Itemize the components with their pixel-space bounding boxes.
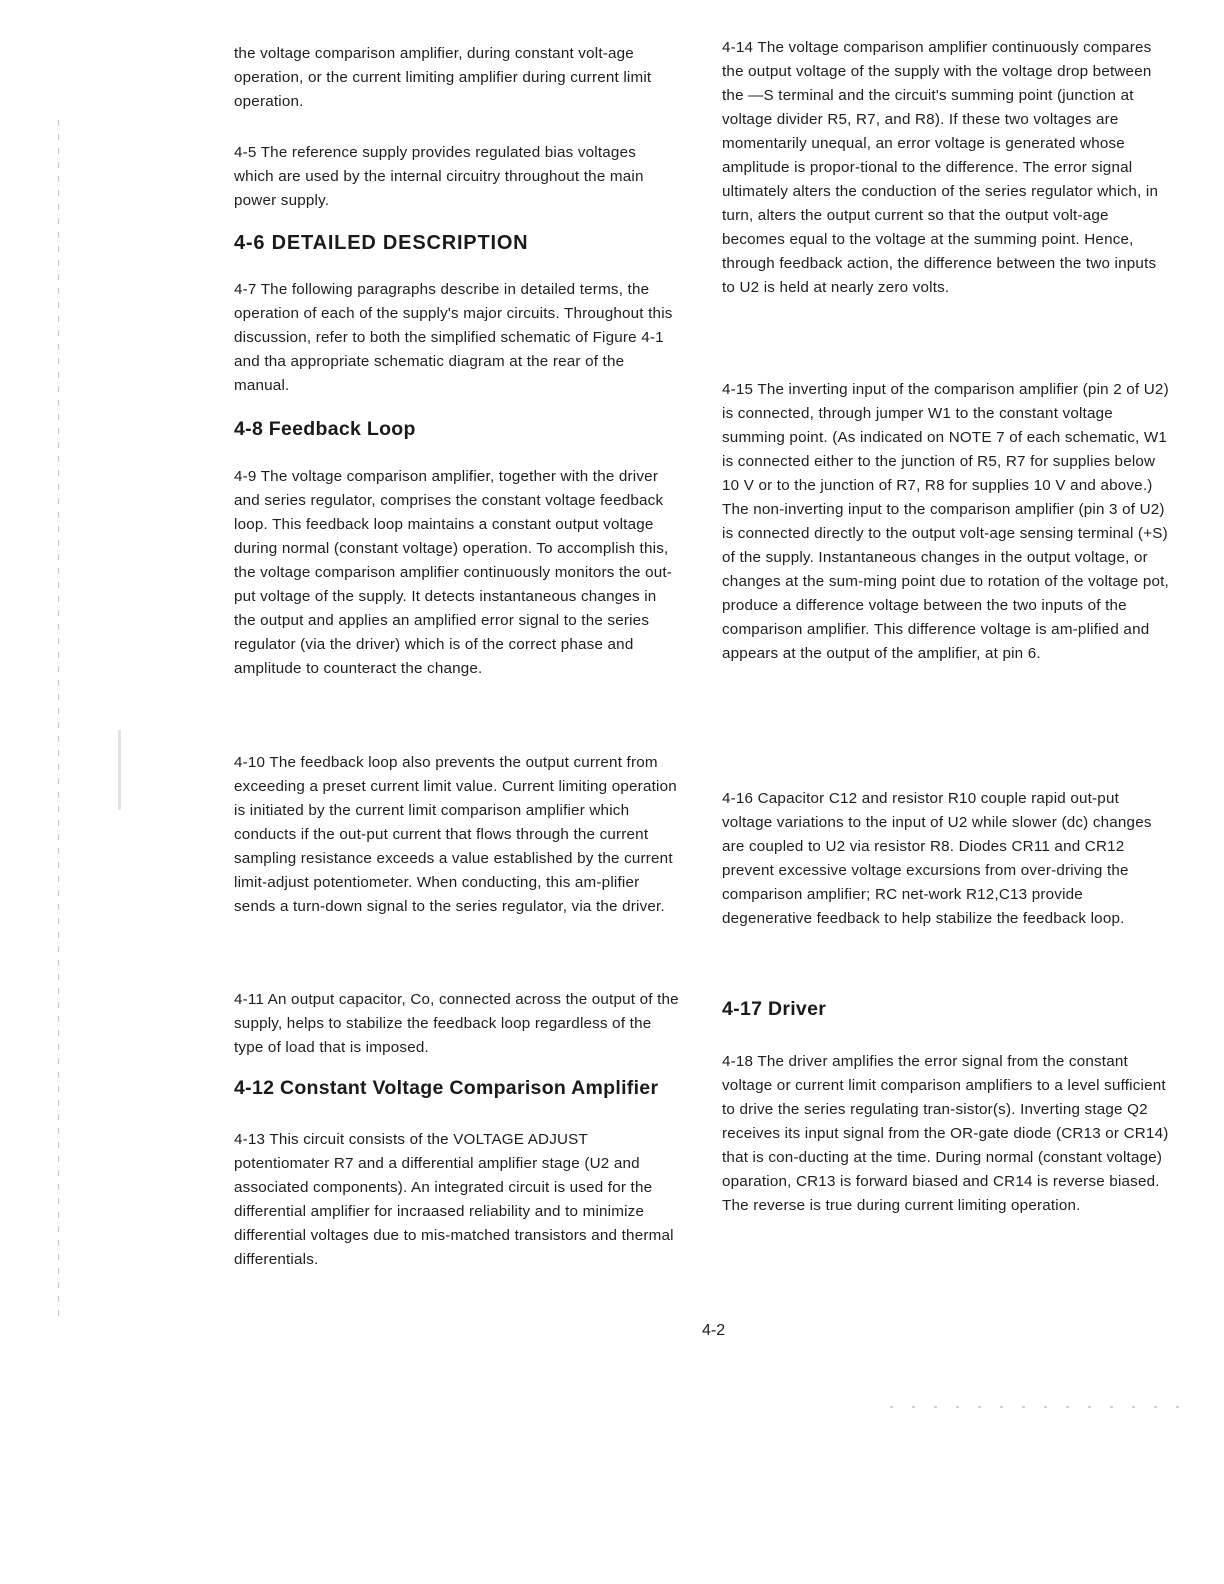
heading-4-8: 4-8 Feedback Loop — [234, 418, 416, 440]
paragraph-4-15: 4-15 The inverting input of the comparison amplifier (pin 2 of U2) is connected, through jumper W1 to the constant voltage summing point. (As indicated on NOTE 7 of each schematic, W1 is connected either to the junction of R5, R7 for supplies below 10 V or to the junction of R7, R8 for supplies 10 V and above.) The non-inverting input to the comparison amplifier (pin 3 of U2) is connected directly to the output volt-age sensing terminal (+S) of the supply. Instantaneous changes in the output voltage, or changes at the sum-ming point due to rotation of the voltage pot, produce a difference voltage between the two inputs of the comparison amplifier. This difference voltage is am-plified and appears at the output of the amplifier, at pin 6. — [722, 381, 1169, 662]
paragraph-4-18: 4-18 The driver amplifies the error signal from the constant voltage or current limit comparison amplifiers to a level sufficient to drive the series regulating tran-sistor(s). Inverting stage Q2 receives its input signal from the OR-gate diode (CR13 or CR14) that is con-ducting at the time. During normal (constant voltage) oparation, CR13 is forward biased and CR14 is reverse biased. The reverse is true during current limiting operation. — [722, 1053, 1169, 1214]
heading-4-6: 4-6 DETAILED DESCRIPTION — [234, 232, 529, 254]
paragraph-4-5: 4-5 The reference supply provides regulated bias voltages which are used by the internal circuitry throughout the main power supply. — [234, 144, 644, 209]
paragraph-4-9: 4-9 The voltage comparison amplifier, together with the driver and series regulator, comprises the constant voltage feedback loop. This feedback loop maintains a constant output voltage during normal (constant voltage) operation. To accomplish this, the voltage comparison amplifier continuously monitors the out-put voltage of the supply. It detects instantaneous changes in the output and applies an amplified error signal to the series regulator (via the driver) which is of the correct phase and amplitude to counteract the change. — [234, 468, 673, 677]
page-number: 4-2 — [702, 1322, 726, 1339]
heading-4-12: 4-12 Constant Voltage Comparison Amplifier — [234, 1077, 659, 1099]
scan-smudge — [118, 730, 121, 810]
scan-footer-artifact — [890, 1406, 1190, 1408]
paragraph-4-10: 4-10 The feedback loop also prevents the output current from exceeding a preset current limit value. Current limiting operation is initiated by the current limit comparison amplifier which conducts if the out-put current that flows through the current sampling resistance exceeds a value established by the current limit-adjust potentiometer. When conducting, this am-plifier sends a turn-down signal to the series regulator, via the driver. — [234, 754, 677, 915]
paragraph-4-11: 4-11 An output capacitor, Co, connected across the output of the supply, helps to stabilize the feedback loop regardless of the type of load that is imposed. — [234, 991, 679, 1056]
heading-4-17: 4-17 Driver — [722, 998, 827, 1020]
paragraph-4-13: 4-13 This circuit consists of the VOLTAGE ADJUST potentiomater R7 and a differential amplifier stage (U2 and associated components). An integrated circuit is used for the differential amplifier for incraased reliability and to minimize differential voltages due to mis-matched transistors and thermal differentials. — [234, 1131, 674, 1268]
paragraph-intro: the voltage comparison amplifier, during constant volt-age operation, or the current limiting amplifier during current limit operation. — [234, 45, 652, 110]
paragraph-4-14: 4-14 The voltage comparison amplifier continuously compares the output voltage of the supply with the voltage drop between the —S terminal and the circuit's summing point (junction at voltage divider R5, R7, and R8). If these two voltages are momentarily unequal, an error voltage is generated whose amplitude is propor-tional to the difference. The error signal ultimately alters the conduction of the series regulator which, in turn, alters the output current so that the output volt-age becomes equal to the voltage at the summing point. Hence, through feedback action, the difference between the two inputs to U2 is held at nearly zero volts. — [722, 39, 1159, 296]
paragraph-4-7: 4-7 The following paragraphs describe in detailed terms, the operation of each of the supply's major circuits. Throughout this discussion, refer to both the simplified schematic of Figure 4-1 and tha appropriate schematic diagram at the rear of the manual. — [234, 281, 673, 394]
scan-edge-artifact — [58, 120, 59, 1320]
paragraph-4-16: 4-16 Capacitor C12 and resistor R10 couple rapid out-put voltage variations to the input of U2 while slower (dc) changes are coupled to U2 via resistor R8. Diodes CR11 and CR12 prevent excessive voltage excursions from over-driving the comparison amplifier; RC net-work R12,C13 provide degenerative feedback to help stabilize the feedback loop. — [722, 790, 1152, 927]
